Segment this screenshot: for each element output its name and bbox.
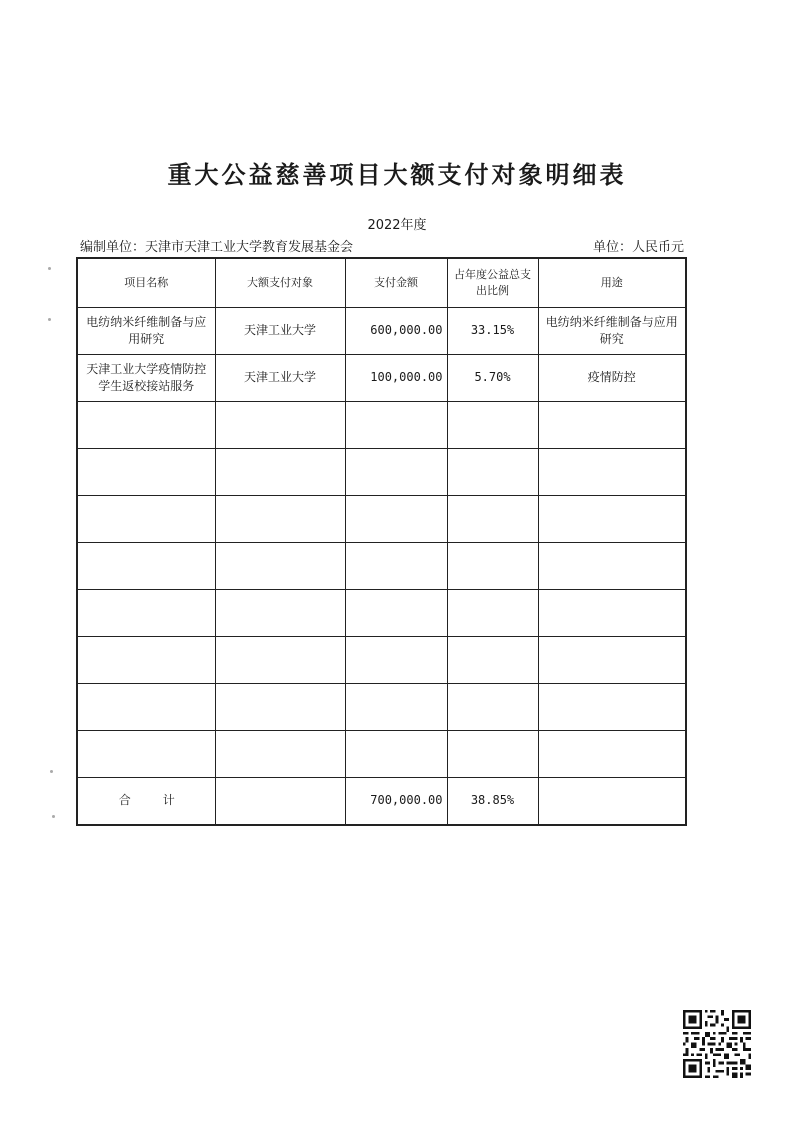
empty-row [77, 637, 686, 684]
header-project-name: 项目名称 [77, 258, 215, 308]
header-recipient: 大额支付对象 [215, 258, 345, 308]
scan-speck [50, 770, 53, 773]
cell-project-name: 电纺纳米纤维制备与应用研究 [77, 308, 215, 355]
cell-amount: 100,000.00 [345, 355, 447, 402]
total-ratio: 38.85% [447, 778, 538, 826]
scan-speck [48, 318, 51, 321]
empty-row [77, 402, 686, 449]
empty-row [77, 449, 686, 496]
scan-speck [48, 267, 51, 270]
cell-recipient: 天津工业大学 [215, 355, 345, 402]
empty-row [77, 684, 686, 731]
table-row [77, 355, 686, 402]
cell-ratio: 33.15% [447, 308, 538, 355]
header-ratio: 占年度公益总支出比例 [447, 258, 538, 308]
cell-purpose: 电纺纳米纤维制备与应用研究 [538, 308, 686, 355]
document-year: 2022年度 [367, 218, 427, 233]
total-amount: 700,000.00 [345, 778, 447, 826]
cell-amount: 600,000.00 [345, 308, 447, 355]
empty-row [77, 543, 686, 590]
document-title: 重大公益慈善项目大额支付对象明细表 [167, 160, 627, 189]
empty-row [77, 731, 686, 778]
currency-unit: 单位：人民币元 [592, 240, 684, 255]
total-label: 合计 [77, 778, 215, 826]
total-recipient-empty [215, 778, 345, 826]
table-row [77, 308, 686, 355]
empty-row [77, 590, 686, 637]
empty-row [77, 496, 686, 543]
cell-purpose: 疫情防控 [538, 355, 686, 402]
compiler-unit: 编制单位：天津市天津工业大学教育发展基金会 [80, 240, 354, 255]
total-purpose-empty [538, 778, 686, 826]
scan-speck [52, 815, 55, 818]
header-amount: 支付金额 [345, 258, 447, 308]
header-purpose: 用途 [538, 258, 686, 308]
cell-project-name: 天津工业大学疫情防控学生返校接站服务 [77, 355, 215, 402]
total-row [77, 778, 686, 826]
cell-recipient: 天津工业大学 [215, 308, 345, 355]
table-header-row [77, 258, 686, 308]
qr-code-icon [683, 1010, 751, 1078]
payment-detail-table [76, 257, 687, 826]
cell-ratio: 5.70% [447, 355, 538, 402]
